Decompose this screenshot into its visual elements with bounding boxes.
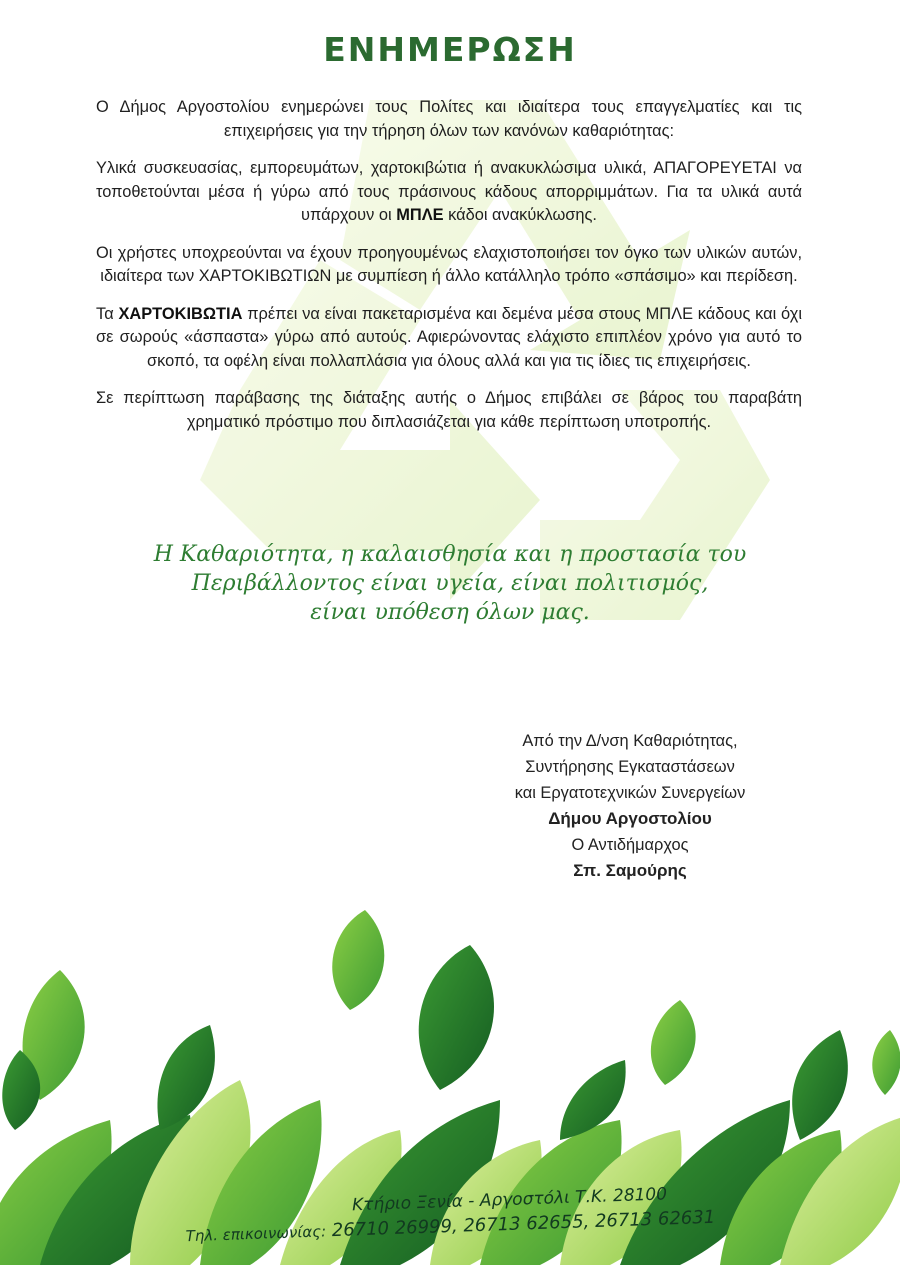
signature-line: Συντήρησης Εγκαταστάσεων <box>525 758 735 776</box>
signature-block <box>470 728 790 884</box>
paragraph-intro: Ο Δήμος Αργοστολίου ενημερώνει τους Πολίτες και ιδιαίτερα τους επαγγελματίες και τις επιχειρήσεις για την τήρηση όλων των κανόνων καθαριότητας: <box>96 98 802 140</box>
motto-line: Περιβάλλοντος είναι υγεία, είναι πολιτισμός, <box>191 571 709 596</box>
paragraph-packaging <box>96 157 802 228</box>
emphasis-text: ΧΑΡΤΟΚΙΒΩΤΙΑ <box>118 304 243 323</box>
signature-municipality: Δήμου Αργοστολίου <box>548 809 712 828</box>
signature-line: και Εργατοτεχνικών Συνεργείων <box>514 784 746 802</box>
motto-line: είναι υπόθεση όλων μας. <box>310 600 590 625</box>
notice-body <box>96 96 802 448</box>
paragraph-obligations: Οι χρήστες υποχρεούνται να έχουν προηγουμένως ελαχιστοποιήσει τον όγκο των υλικών αυτών, ιδιαίτερα των ΧΑΡΤΟΚΙΒΩΤΙΩΝ με συμπίεση ή άλλο κατάλληλο τρόπο «σπάσιμο» και περίδεση. <box>96 243 802 285</box>
paragraph-text: Υλικά συσκευασίας, εμπορευμάτων, χαρτοκιβώτια ή ανακυκλώσιμα υλικά, ΑΠΑΓΟΡΕΥΕΤΑΙ να τοποθετούνται μέσα ή γύρω από τους πράσινους κάδους απορριμμάτων. Για τα υλικά αυτά υπάρχουν οι <box>96 159 802 224</box>
motto <box>90 540 810 627</box>
emphasis-text: ΜΠΛΕ <box>396 206 444 224</box>
paragraph-penalty: Σε περίπτωση παράβασης της διάταξης αυτής ο Δήμος επιβάλει σε βάρος του παραβάτη χρηματικό πρόστιμο που διπλασιάζεται για κάθε περίπτωση υποτροπής. <box>96 389 802 431</box>
paragraph-text: κάδοι ανακύκλωσης. <box>443 206 597 224</box>
signature-line: Από την Δ/νση Καθαριότητας, <box>522 732 738 750</box>
paragraph-text: Τα <box>96 304 119 323</box>
signature-name: Σπ. Σαμούρης <box>573 861 687 880</box>
paragraph-text: πρέπει να είναι πακεταρισμένα και δεμένα μέσα στους ΜΠΛΕ κάδους και όχι σε σωρούς «άσπαστα» γύρω από αυτούς. Αφιερώνοντας ελάχιστο επιπλέον χρόνο για αυτό το σκοπό, τα οφέλη είναι πολλαπλάσια για όλους αλλά και για τις ίδιες τις επιχειρήσεις. <box>96 304 802 370</box>
page-title: ΕΝΗΜΕΡΩΣΗ <box>323 30 577 69</box>
signature-role: Ο Αντιδήμαρχος <box>571 836 689 854</box>
motto-line: Η Καθαριότητα, η καλαισθησία και η προστασία του <box>153 542 747 567</box>
paragraph-cardboard <box>96 303 802 374</box>
footer-phones-label: Τηλ. επικοινωνίας: <box>185 1222 327 1246</box>
footer-phones: 26710 26999, 26713 62655, 26713 62631 <box>331 1206 716 1242</box>
footer-address: Κτήριο Ξενία - Αργοστόλι Τ.Κ. 28100 <box>351 1184 668 1216</box>
